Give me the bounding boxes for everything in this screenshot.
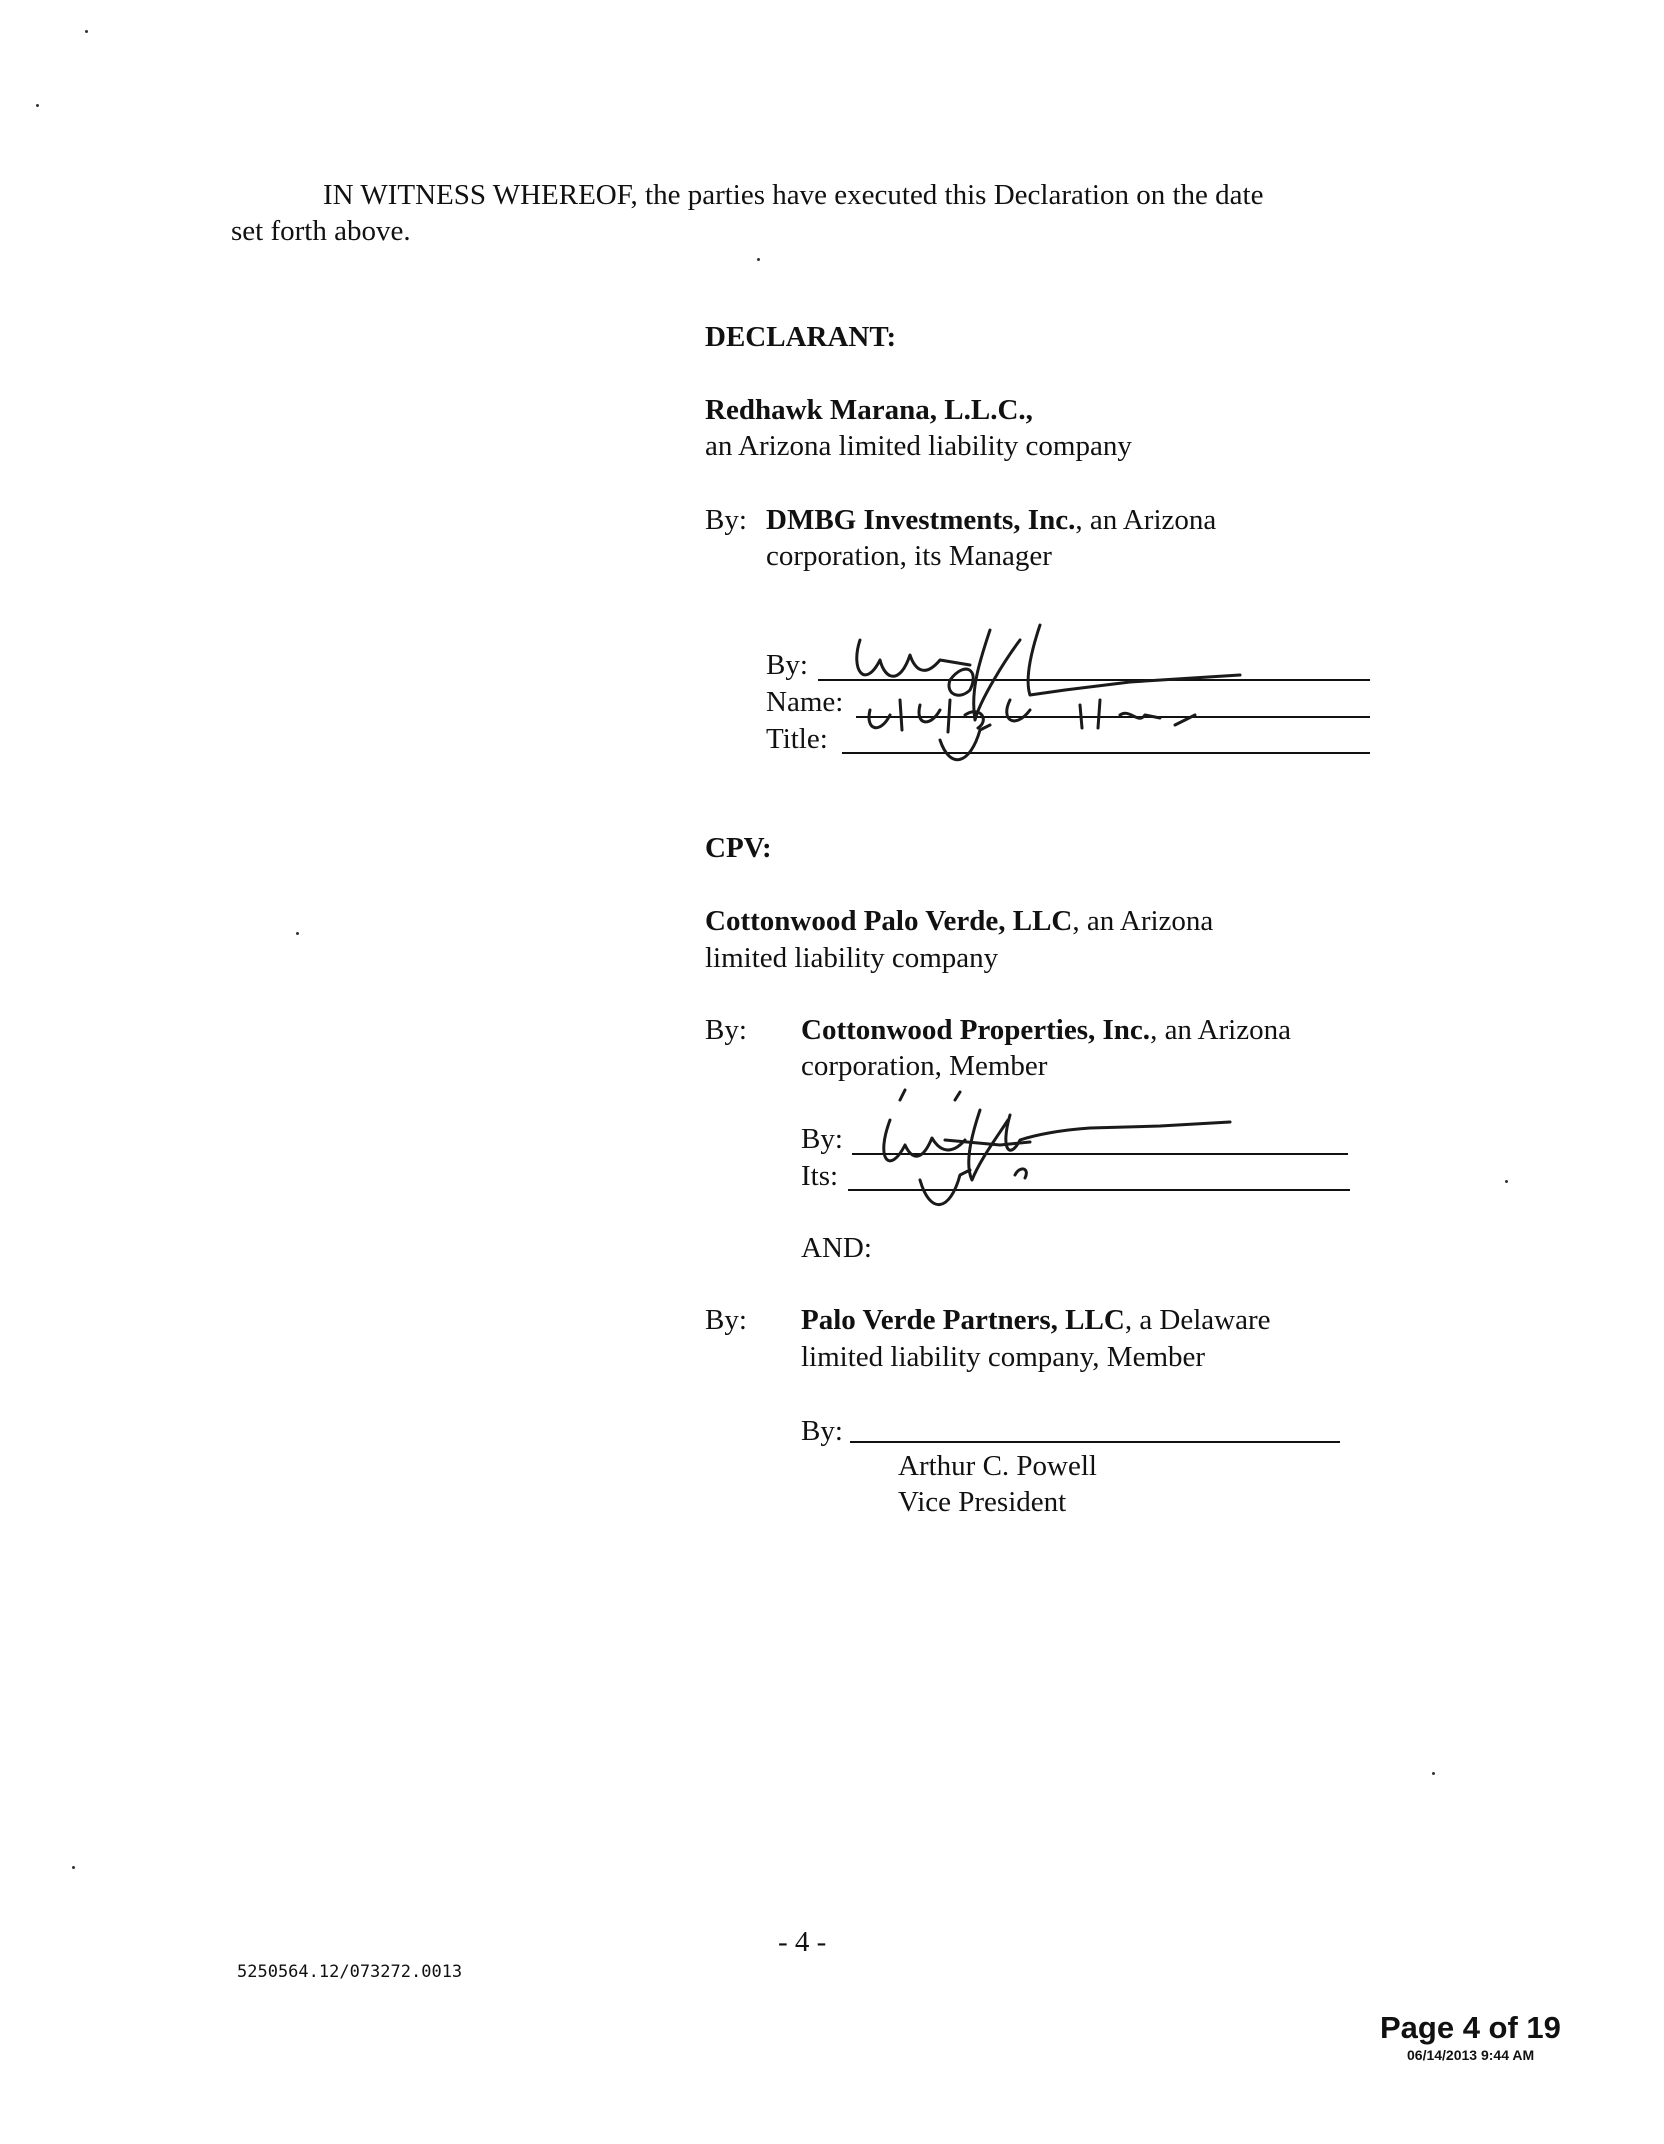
page-stamp: Page 4 of 19 [1380, 2010, 1561, 2045]
cpv-entity-line-2: limited liability company [705, 942, 999, 974]
scan-speck [1432, 1772, 1435, 1775]
scan-speck [1505, 1180, 1508, 1183]
cpv-member1-line-2: corporation, Member [801, 1050, 1048, 1082]
cpv-member2-signer-name: Arthur C. Powell [898, 1450, 1097, 1482]
cpv-member2-line-2: limited liability company, Member [801, 1341, 1206, 1373]
cpv-member2-line [801, 1302, 1271, 1339]
cpv-member1-signature-drawing [860, 1080, 1280, 1220]
cpv-member2-sig-by-label: By: [801, 1415, 843, 1447]
cpv-member2-by-label: By: [705, 1304, 747, 1336]
declarant-manager-rest: , an Arizona [1075, 504, 1217, 536]
scan-speck [757, 258, 760, 261]
intro-line-1: IN WITNESS WHEREOF, the parties have executed this Declaration on the date [323, 179, 1264, 211]
scan-speck [36, 104, 39, 107]
cpv-member1-rest: , an Arizona [1150, 1014, 1291, 1046]
declarant-sig-name-label: Name: [766, 686, 844, 718]
cpv-member2-signer-title: Vice President [898, 1486, 1067, 1518]
scan-speck [85, 30, 88, 33]
cpv-entity-line [705, 903, 1213, 940]
document-id: 5250564.12/073272.0013 [237, 1962, 463, 1982]
date-stamp: 06/14/2013 9:44 AM [1407, 2047, 1535, 2063]
declarant-manager-line [766, 502, 1216, 539]
declarant-by-label: By: [705, 504, 747, 536]
declarant-entity-name: Redhawk Marana, L.L.C., [705, 394, 1033, 426]
cpv-entity-rest: , an Arizona [1072, 905, 1214, 937]
cpv-member2-rest: , a Delaware [1124, 1304, 1271, 1336]
scan-speck [296, 932, 299, 935]
cpv-member2-name: Palo Verde Partners, LLC [801, 1304, 1125, 1336]
declarant-heading: DECLARANT: [705, 321, 897, 353]
cpv-member2-sig-by-line [850, 1441, 1340, 1443]
cpv-member1-line [801, 1012, 1291, 1049]
declarant-manager-line-2: corporation, its Manager [766, 540, 1052, 572]
declarant-signature-drawing [830, 600, 1310, 770]
scan-speck [72, 1866, 75, 1869]
cpv-and-label: AND: [801, 1232, 872, 1264]
cpv-member1-sig-by-label: By: [801, 1123, 843, 1155]
declarant-entity-desc: an Arizona limited liability company [705, 430, 1132, 462]
declarant-sig-by-label: By: [766, 649, 808, 681]
declarant-sig-title-label: Title: [766, 723, 828, 755]
cpv-member1-sig-its-label: Its: [801, 1160, 839, 1192]
cpv-entity-name: Cottonwood Palo Verde, LLC [705, 905, 1073, 937]
cpv-member1-name: Cottonwood Properties, Inc. [801, 1014, 1151, 1046]
cpv-member1-by-label: By: [705, 1014, 747, 1046]
intro-line-2: set forth above. [231, 215, 411, 247]
declarant-manager-name: DMBG Investments, Inc. [766, 504, 1076, 536]
page-number: - 4 - [778, 1926, 827, 1958]
cpv-heading: CPV: [705, 832, 772, 864]
